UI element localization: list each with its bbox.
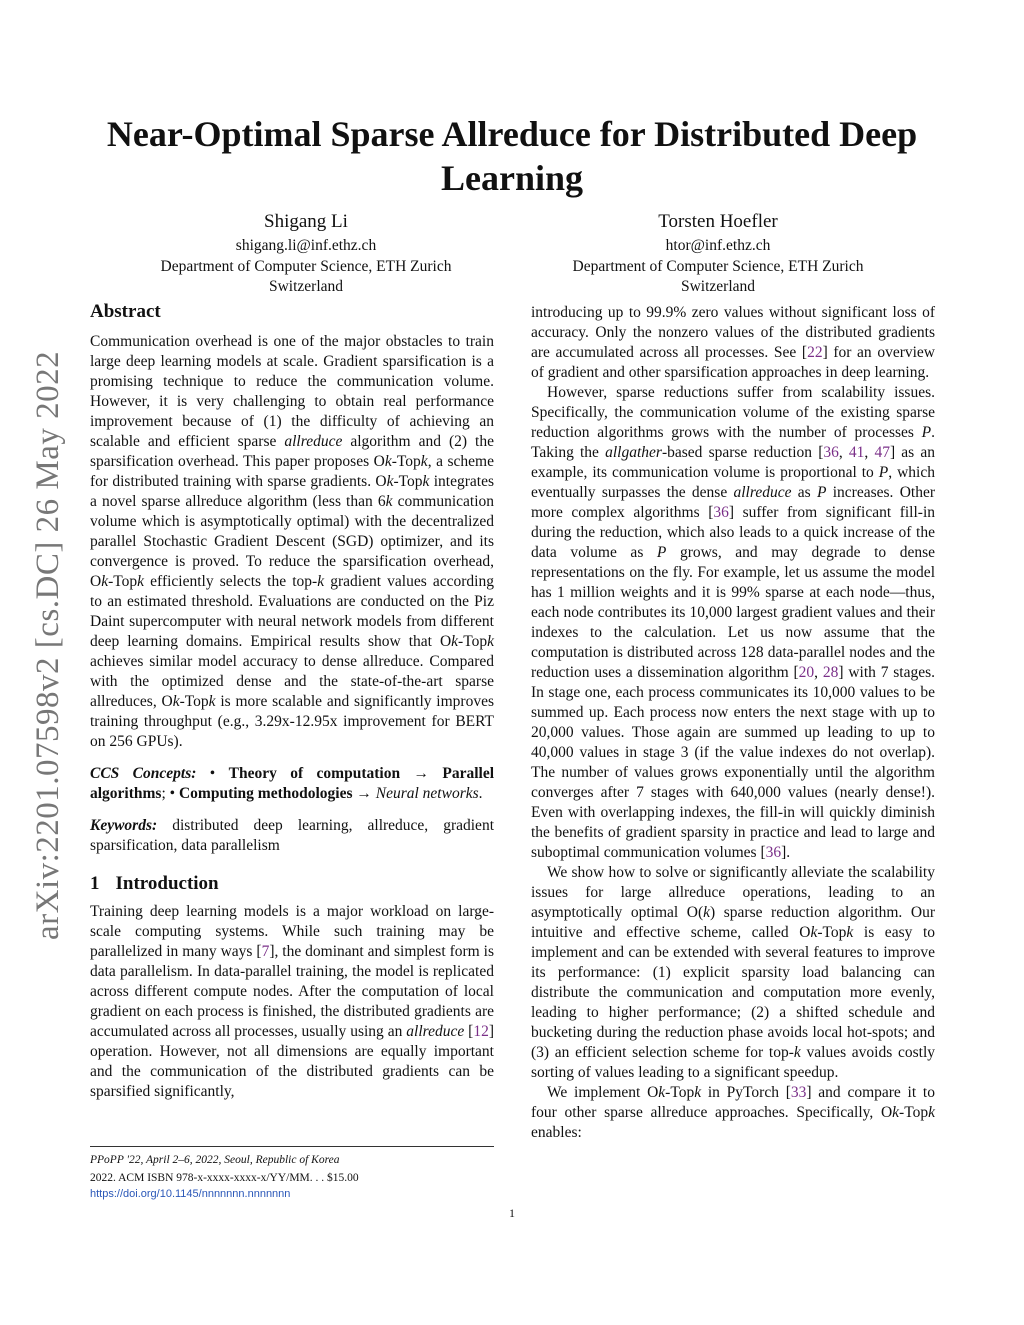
abstract-heading: Abstract <box>90 301 161 322</box>
ccs-concepts: CCS Concepts: • Theory of computation → Parallel algorithms; • Computing methodologies → Neural networks. <box>90 765 495 802</box>
isbn-footnote: 2022. ACM ISBN 978-x-xxxx-xxxx-x/YY/MM. . . $15.00 <box>90 1172 359 1184</box>
author-block-2 <box>508 208 928 298</box>
page-number: 1 <box>509 1206 515 1220</box>
citation-link[interactable]: 28 <box>822 664 839 681</box>
author-block-1 <box>96 208 516 298</box>
author-affiliation: Department of Computer Science, ETH Zurich <box>572 257 864 275</box>
body-paragraph: We show how to solve or significantly alleviate the scalability issues for large allreduce operations, leading to an asymptotically optimal O(k) sparse reduction algorithm. Our intuitive and effective scheme, called Ok-Topk is easy to implement and can be extended with several features to improve its performance: (1) explicit sparsity load balancing can distribute the communication and computation more evenly, leading to higher performance; (2) a shifted schedule and bucketing during the reduction phase avoids local hot-spots; and (3) an efficient selection scheme for top-k values avoids costly sorting of values leading to a significant speedup. <box>531 864 936 1081</box>
author-email: shigang.li@inf.ethz.ch <box>235 237 377 254</box>
citation-link[interactable]: 47 <box>874 444 890 461</box>
citation-link[interactable]: 36 <box>765 844 782 861</box>
keywords: Keywords: distributed deep learning, allreduce, gradient sparsification, data parallelism <box>90 817 494 854</box>
paper-title: Near-Optimal Sparse Allreduce for Distributed Deep Learning <box>106 114 918 198</box>
footnote-divider <box>90 1146 494 1147</box>
arxiv-stamp: arXiv:2201.07598v2 [cs.DC] 26 May 2022 <box>30 350 66 940</box>
abstract-text: Communication overhead is one of the major obstacles to train large deep learning models at scale. Gradient sparsification is a promising technique to reduce the communication volume. However, it is very challenging to obtain real performance improvement because of (1) the difficulty of achieving an scalable and efficient sparse allreduce algorithm and (2) the sparsification overhead. This paper proposes Ok-Topk, a scheme for distributed training with sparse gradients. Ok-Topk integrates a novel sparse allreduce algorithm (less than 6k communication volume which is asymptotically optimal) with the decentralized parallel Stochastic Gradient Descent (SGD) optimizer, and its convergence is proved. To reduce the sparsification overhead, Ok-Topk efficiently selects the top-k gradient values according to an estimated threshold. Evaluations are conducted on the Piz Daint supercomputer with neural network models from different deep learning domains. Empirical results show that Ok-Topk achieves similar model accuracy to dense allreduce. Compared with the optimized dense and the state-of-the-art sparse allreduces, Ok-Topk is more scalable and significantly improves training throughput (e.g., 3.29x-12.95x improvement for BERT on 256 GPUs). <box>90 333 494 750</box>
author-affiliation: Department of Computer Science, ETH Zurich <box>160 257 452 275</box>
citation-link[interactable]: 20 <box>798 664 815 681</box>
citation-link[interactable]: 22 <box>807 344 823 361</box>
intro-paragraph: Training deep learning models is a major workload on large-scale computing systems. While such training may be parallelized in many ways [7], the dominant and simplest form is data parallelism. In data-parallel training, the model is replicated across different compute nodes. After the computation of local gradient on each process is finished, the distributed gradients are accumulated across all processes, usually using an allreduce [12] operation. However, not all dimensions are equally important and the communication of the distributed gradients can be sparsified significantly, <box>90 903 494 1100</box>
author-country: Switzerland <box>680 278 756 295</box>
citation-link[interactable]: 36 <box>713 504 729 521</box>
venue-footnote: PPoPP '22, April 2–6, 2022, Seoul, Republic of Korea <box>90 1154 340 1166</box>
left-column <box>90 300 494 1102</box>
body-paragraph: However, sparse reductions suffer from scalability issues. Specifically, the communication volume of the existing sparse reduction algorithms grows with the number of processes P. Taking the allgather-based sparse reduction [36, 41, 47] as an example, its communication volume is proportional to P, which eventually surpasses the dense allreduce as P increases. Other more complex algorithms [36] suffer from significant fill-in during the reduction, which also leads to a quick increase of the data volume as P grows, and may degrade to dense representations on the fly. For example, let us assume the model has 1 million weights and it is 99% sparse at each node—thus, each node contributes its 10,000 largest gradient values and their indexes to the calculation. Let us now assume that the computation is distributed across 128 data-parallel nodes and the reduction uses a dissemination algorithm [20, 28] with 7 stages. In stage one, each process communicates its 10,000 values to be summed up. Each process now enters the next stage with up to 20,000 values. Those again are summed up leading to up to 40,000 values in stage 3 (if the value indexes do not overlap). The number of values grows exponentially until the algorithm converges after 7 stages with 640,000 values (nearly dense!). Even with overlapping indexes, the fill-in will quickly diminish the benefits of gradient sparsity in practice and lead to large and suboptimal communication volumes [36]. <box>531 384 936 861</box>
citation-link[interactable]: 41 <box>848 444 865 461</box>
citation-link[interactable]: 33 <box>790 1084 807 1101</box>
doi-link[interactable]: https://doi.org/10.1145/nnnnnnn.nnnnnnn <box>90 1188 291 1200</box>
author-country: Switzerland <box>268 278 344 295</box>
right-column <box>531 303 935 1143</box>
author-name: Torsten Hoefler <box>658 211 778 232</box>
body-paragraph: We implement Ok-Topk in PyTorch [33] and compare it to four other sparse allreduce approaches. Specifically, Ok-Topk enables: <box>531 1084 935 1141</box>
citation-link[interactable]: 36 <box>823 444 839 461</box>
section-heading-introduction: 1 Introduction <box>90 873 219 894</box>
citation-link[interactable]: 7 <box>261 943 270 960</box>
author-email: htor@inf.ethz.ch <box>665 237 771 254</box>
body-paragraph: introducing up to 99.9% zero values without significant loss of accuracy. Only the nonzero values of the distributed gradients are accumulated across all processes. See [22] for an overview of gradient and other sparsification approaches in deep learning. <box>531 304 935 381</box>
author-name: Shigang Li <box>264 211 348 232</box>
citation-link[interactable]: 12 <box>473 1023 489 1040</box>
